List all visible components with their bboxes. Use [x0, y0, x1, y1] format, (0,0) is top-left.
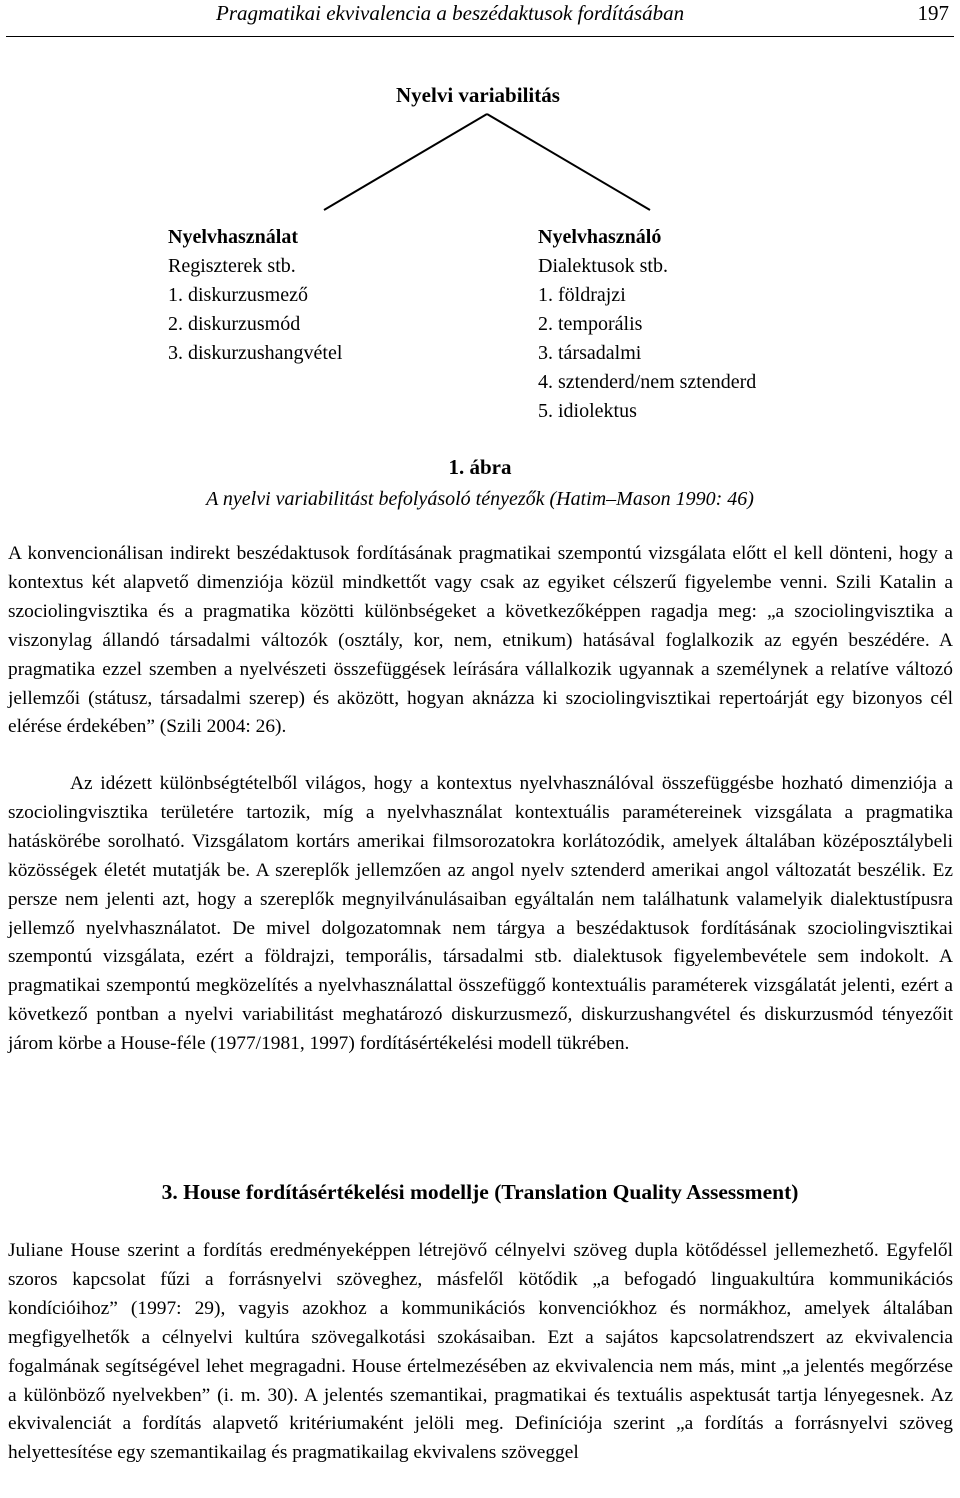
node-item: 3. diskurzushangvétel	[168, 342, 343, 364]
diagram-node-language-use	[168, 223, 342, 368]
figure-number: 1. ábra	[448, 455, 512, 479]
node-item: 4. sztenderd/nem sztenderd	[538, 371, 757, 393]
node-item: Regiszterek stb.	[168, 255, 296, 277]
running-title: Pragmatikai ekvivalencia a beszédaktusok fordításában	[216, 1, 685, 25]
diagram-branch-lines	[0, 0, 960, 440]
body-paragraph-3	[8, 1237, 953, 1468]
node-item: 3. társadalmi	[538, 342, 642, 364]
page-number: 197	[917, 1, 949, 25]
node-item: Dialektusok stb.	[538, 255, 668, 277]
node-item: 1. diskurzusmező	[168, 284, 308, 306]
diagram-node-language-user	[538, 223, 756, 426]
node-item: 2. diskurzusmód	[168, 313, 301, 335]
branch-line-right	[487, 114, 650, 210]
diagram-root-node: Nyelvi variabilitás	[396, 83, 560, 107]
section-heading: 3. House fordításértékelési modellje (Translation Quality Assessment)	[161, 1180, 799, 1204]
node-heading: Nyelvhasználat	[168, 226, 298, 248]
body-paragraph-1	[8, 540, 953, 742]
paragraph-text: Az idézett különbségtételből világos, hogy a kontextus nyelvhasználóval összefüggésbe hozható dimenziója a szociolingvisztika területére tartozik, míg a nyelvhasználat kontextuális paramétereinek vizsgálata a pragmatika hatáskörébe sorolható. Vizsgálatom kortárs amerikai filmsorozatokra korlátozódik, amelyek általában középosztálybeli közösségek életét mutatják be. A szereplők jellemzően az angol nyelv sztenderd amerikai angol változatát beszélik. Ez persze nem jelenti azt, hogy a szereplők megnyilvánulásaiban egyáltalán nem találhatunk valamelyik dialektustípusra jellemző nyelvhasználatot. De mivel dolgozatomnak nem tárgya a beszédaktusok fordításának szociolingvisztikai szempontú vizsgálata, ezért a földrajzi, temporális, társadalmi stb. dialektusok figyelembevétele sem indokolt. A pragmatikai szempontú megközelítés a nyelvhasználattal összefüggő kontextuális paraméterek vizsgálatát jelenti, ezért a következő pontban a nyelvi variabilitást meghatározó diskurzusmező, diskurzushangvétel és diskurzusmód tényezőit járom körbe a House-féle (1977/1981, 1997) fordításértékelési modell tükrében.	[8, 773, 953, 1055]
node-heading: Nyelvhasználó	[538, 226, 662, 248]
node-item: 2. temporális	[538, 313, 643, 335]
branch-line-left	[324, 114, 487, 210]
paragraph-text: Juliane House szerint a fordítás eredményeképpen létrejövő célnyelvi szöveg dupla kötődéssel jellemezhető. Egyfelől szoros kapcsolat fűzi a forrásnyelvi szöveghez, másfelől kötődik „a befogadó linguakultúra kommunikációs kondícióihoz” (1997: 29), vagyis azokhoz a kommunikációs konvenciókhoz és normákhoz, amelyek általában megfigyelhetők a célnyelvi kultúra szövegalkotási szokásaiban. Ezt a sajátos kapcsolatrendszert az ekvivalencia fogalmának segítségével lehet megragadni. House értelmezésében az ekvivalencia nem más, mint „a jelentés megőrzése a különböző nyelvekben” (i. m. 30). A jelentés szemantikai, pragmatikai és textuális aspektusát tartja lényegesnek. Az ekvivalenciát a fordítás alapvető kritériumaként jelöli meg. Definíciója szerint „a fordítás a forrásnyelvi szöveg helyettesítése egy szemantikailag és pragmatikailag ekvivalens szöveggel	[8, 1240, 953, 1464]
paragraph-text: A konvencionálisan indirekt beszédaktusok fordításának pragmatikai szempontú vizsgálata előtt el kell dönteni, hogy a kontextus két alapvető dimenziója közül mindkettőt vagy csak az egyiket célszerű figyelembe venni. Szili Katalin a szociolingvisztika és a pragmatika közötti különbségeket a következőképpen ragadja meg: „a szociolingvisztika a viszonylag állandó társadalmi változók (osztály, kor, nem, etnikum) hatásával foglalkozik az egyén beszédére. A pragmatika ezzel szemben a nyelvészeti összefüggések leírására vállalkozik ugyannak a személynek a relatíve változó jellemzői (státusz, társadalmi szerep) és aközött, hogyan aknázza ki szociolingvisztikai repertoárját egy bizonyos cél elérése érdekében” (Szili 2004: 26).	[8, 543, 953, 738]
node-item: 5. idiolektus	[538, 400, 637, 422]
node-item: 1. földrajzi	[538, 284, 626, 306]
figure-caption: A nyelvi variabilitást befolyásoló tényezők (Hatim–Mason 1990: 46)	[206, 488, 754, 510]
body-paragraph-2	[8, 770, 953, 1059]
variability-diagram	[0, 0, 960, 440]
